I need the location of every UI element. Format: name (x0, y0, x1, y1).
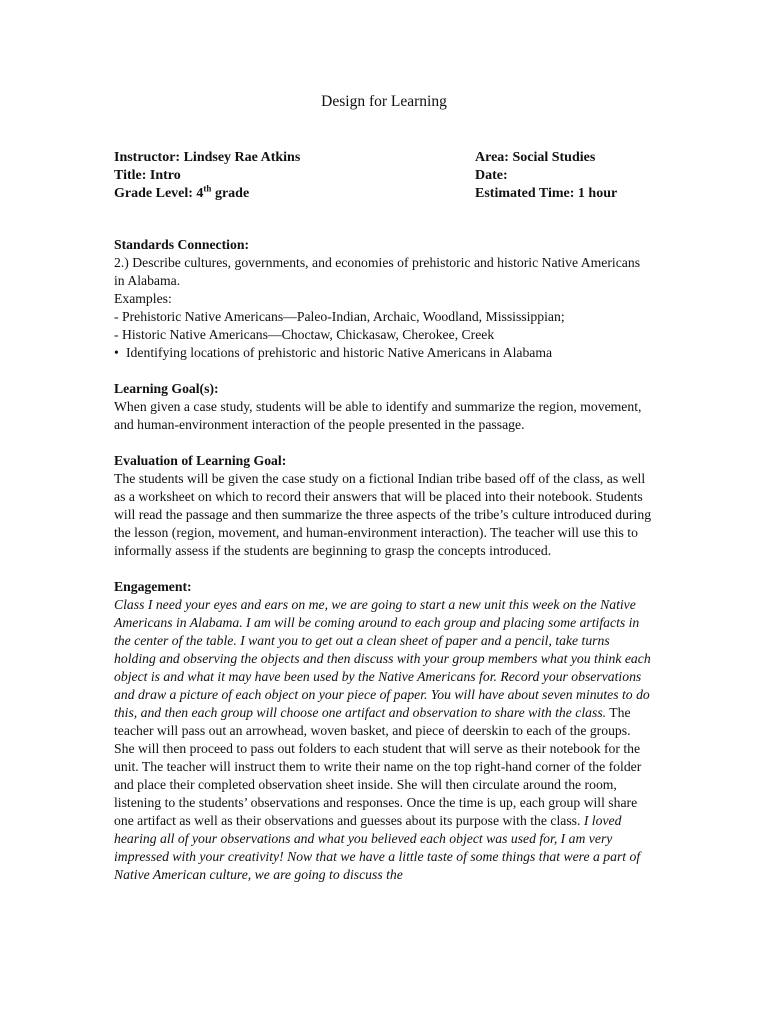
standards-text: 2.) Describe cultures, governments, and economies of prehistoric and historic Native Americans in Alabama. (114, 255, 641, 288)
date-line: Date: (475, 168, 508, 183)
learning-goal-heading: Learning Goal(s): (114, 381, 219, 396)
engagement-quote-1: Class I need your eyes and ears on me, we are going to start a new unit this week on the Native Americans in Alabama. I am will be coming around to each group and placing some artifacts in the center of the table. I want you to get out a clean sheet of paper and a pencil, take turns holding and observing the objects and then discuss with your group members what you think each object is and what it may have been used by the Native Americans for. Record your observations and draw a picture of each object on your piece of paper. You will have about seven minutes to do this, and then each group will choose one artifact and observation to share with the class. (114, 597, 651, 720)
bullet-text: Identifying locations of prehistoric and historic Native Americans in Alabama (126, 345, 553, 360)
document-title: Design for Learning (321, 93, 447, 110)
grade-superscript: th (203, 183, 212, 194)
instructor-line: Instructor: Lindsey Rae Atkins (114, 150, 301, 165)
evaluation-text: The students will be given the case study on a fictional Indian tribe based off of the class, as well as a worksheet on which to record their answers that will be placed into their notebook. Students will read the passage and then summarize the three aspects of the tribe’s culture introduced during the lesson (region, movement, and human-environment interaction). The teacher will use this to informally assess if the students are beginning to grasp the concepts introduced. (114, 471, 652, 558)
example-prehistoric: - Prehistoric Native Americans—Paleo-Indian, Archaic, Woodland, Mississippian; (114, 309, 565, 324)
area-line: Area: Social Studies (475, 150, 596, 165)
bullet-dot: • (114, 345, 119, 360)
header-right (475, 149, 617, 203)
grade-level-line (114, 185, 300, 203)
standards-bullet (114, 344, 654, 362)
examples-label: Examples: (114, 291, 172, 306)
learning-goal-text: When given a case study, students will be able to identify and summarize the region, movement, and human-environment interaction of the people presented in the passage. (114, 399, 642, 432)
engagement-heading: Engagement: (114, 579, 192, 594)
evaluation-heading: Evaluation of Learning Goal: (114, 453, 287, 468)
header-left (114, 149, 300, 203)
grade-suffix: grade (211, 186, 250, 201)
engagement-text (114, 596, 654, 884)
grade-prefix: Grade Level: 4 (114, 186, 204, 201)
document-body (114, 236, 654, 884)
engagement-quote-2: I loved hearing all of your observations and what you believed each object was used for, I am very impressed with your creativity! Now that we have a little taste of some things that were a part of Native American culture, we are going to discuss the (114, 813, 641, 882)
lesson-title-line: Title: Intro (114, 168, 181, 183)
estimated-time-line: Estimated Time: 1 hour (475, 186, 618, 201)
engagement-narrative: The teacher will pass out an arrowhead, woven basket, and piece of deerskin to each of the groups. She will then proceed to pass out folders to each student that will serve as their notebook for the unit. The teacher will instruct them to write their name on the top right-hand corner of the folder and place their completed observation sheet inside. She will then circulate around the room, listening to the students’ observations and responses. Once the time is up, each group will share one artifact as well as their observations and guesses about its purpose with the class. (114, 705, 642, 828)
standards-heading: Standards Connection: (114, 237, 249, 252)
example-historic: - Historic Native Americans—Choctaw, Chickasaw, Cherokee, Creek (114, 327, 495, 342)
